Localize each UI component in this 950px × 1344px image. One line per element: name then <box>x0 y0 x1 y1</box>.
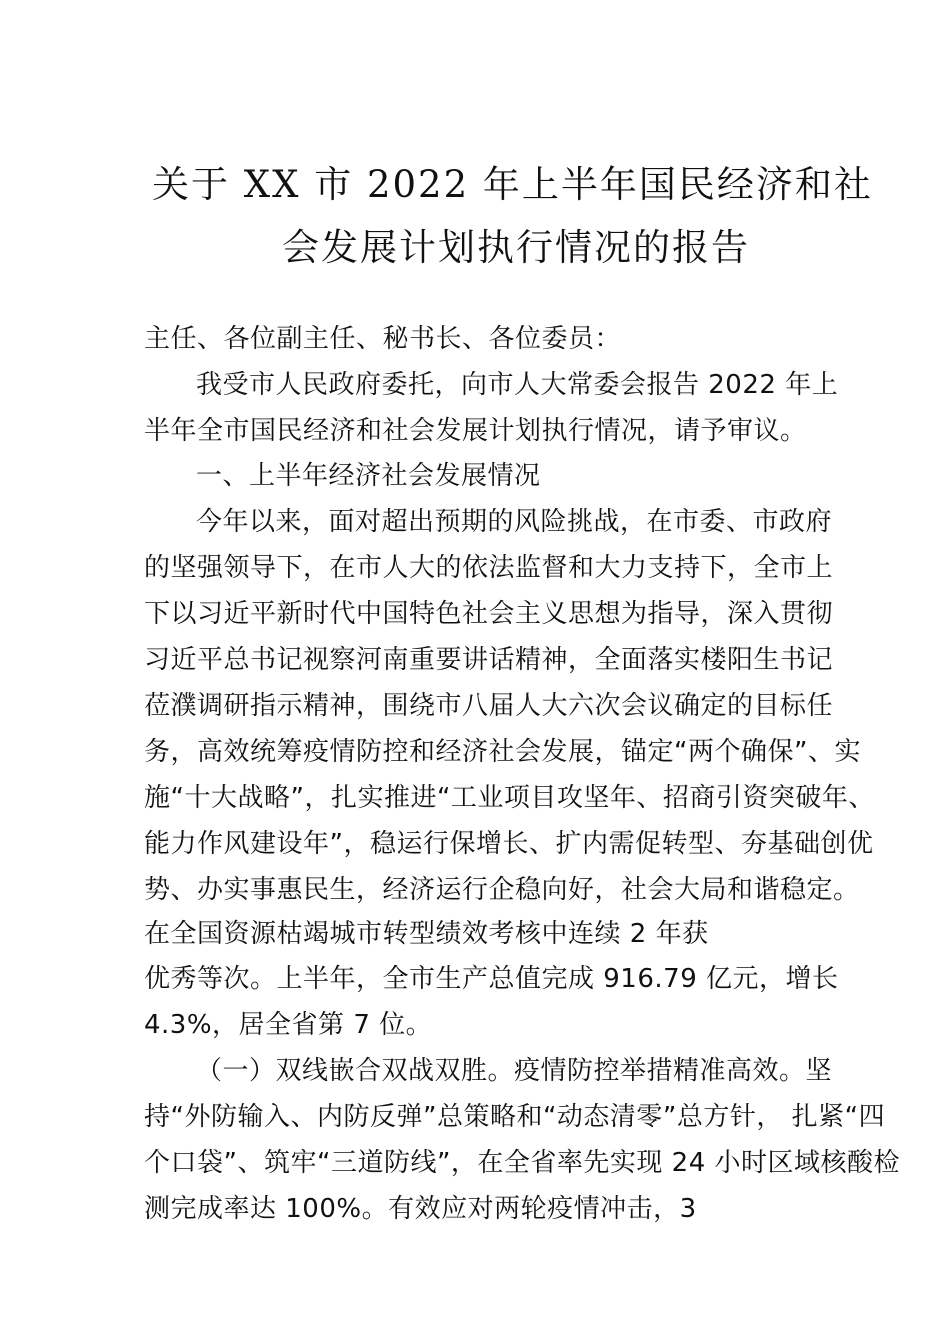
paragraph-line: 施“十大战略”，扎实推进“工业项目攻坚年、招商引资突破年、 <box>144 783 875 813</box>
paragraph-line: 持“外防输入、内防反弹”总策略和“动态清零”总方针， 扎紧“四 <box>144 1102 886 1132</box>
paragraph-line: 今年以来，面对超出预期的风险挑战，在市委、市政府 <box>196 507 833 537</box>
paragraph-line: 4.3%，居全省第 7 位。 <box>144 1010 433 1040</box>
paragraph-line: 测完成率达 100%。有效应对两轮疫情冲击，3 <box>144 1194 697 1224</box>
paragraph-line: 务，高效统筹疫情防控和经济社会发展，锚定“两个确保”、实 <box>144 737 861 767</box>
paragraph-line: 半年全市国民经济和社会发展计划执行情况，请予审议。 <box>144 416 807 446</box>
salutation: 主任、各位副主任、秘书长、各位委员： <box>144 324 622 354</box>
document-title-line-1: 关于 XX 市 2022 年上半年国民经济和社 <box>152 163 873 206</box>
paragraph-line: 我受市人民政府委托，向市人大常委会报告 2022 年上 <box>196 370 839 400</box>
paragraph-line: 莅濮调研指示精神，围绕市八届人大六次会议确定的目标任 <box>144 691 834 721</box>
paragraph-line: 习近平总书记视察河南重要讲话精神，全面落实楼阳生书记 <box>144 645 834 675</box>
paragraph-line: 下以习近平新时代中国特色社会主义思想为指导，深入贯彻 <box>144 599 834 629</box>
paragraph-line: 势、办实事惠民生，经济运行企稳向好，社会大局和谐稳定。 <box>144 875 860 905</box>
document-title-line-2: 会发展计划执行情况的报告 <box>282 226 750 269</box>
paragraph-line: 个口袋”、筑牢“三道防线”，在全省率先实现 24 小时区域核酸检 <box>144 1148 901 1178</box>
paragraph-line: 的坚强领导下，在市人大的依法监督和大力支持下，全市上 <box>144 553 834 583</box>
section-heading: 一、上半年经济社会发展情况 <box>196 461 541 491</box>
paragraph-line: （一）双线嵌合双战双胜。疫情防控举措精准高效。坚 <box>196 1056 833 1086</box>
paragraph-line: 能力作风建设年”，稳运行保增长、扩内需促转型、夯基础创优 <box>144 829 874 859</box>
paragraph-line: 在全国资源枯竭城市转型绩效考核中连续 2 年获 <box>144 919 709 949</box>
paragraph-line: 优秀等次。上半年，全市生产总值完成 916.79 亿元，增长 <box>144 964 839 994</box>
